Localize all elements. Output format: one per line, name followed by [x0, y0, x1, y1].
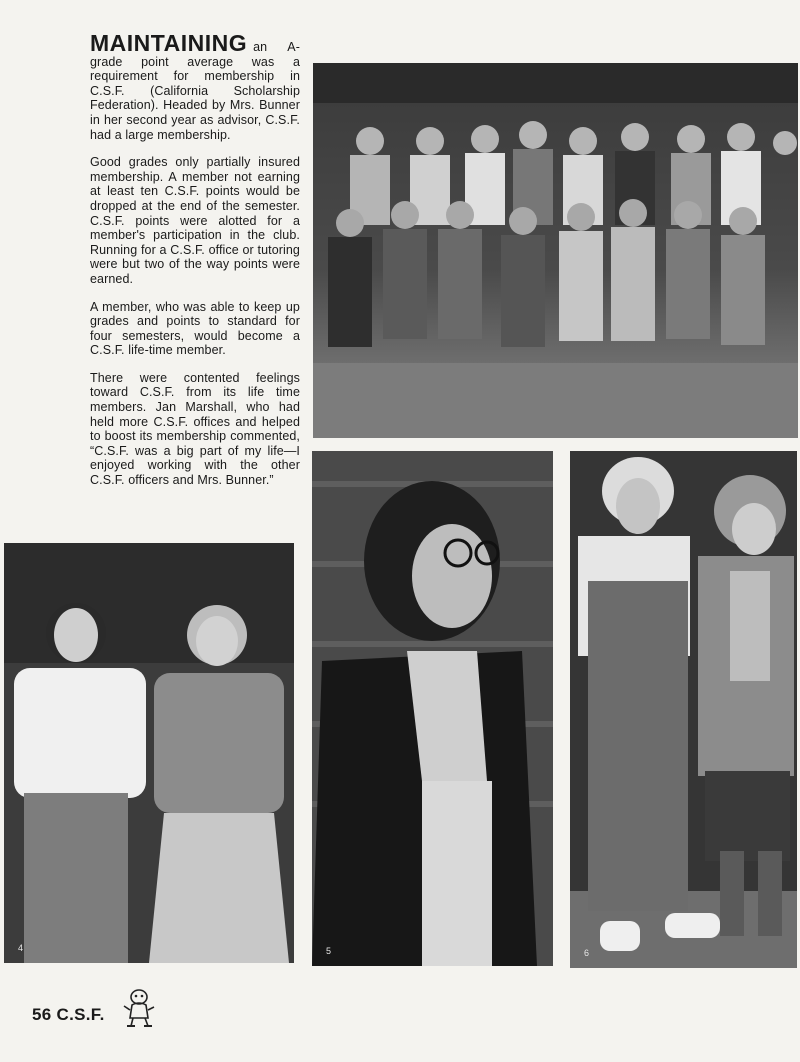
- two-students-photo-image: [4, 543, 294, 963]
- mascot-icon: [122, 988, 156, 1028]
- advisor-photo: [312, 451, 553, 966]
- photo-number-6: 6: [584, 948, 590, 958]
- two-students-photo: [4, 543, 294, 963]
- page-folio: 56 C.S.F.: [32, 1005, 105, 1024]
- two-members-photo: [570, 451, 797, 968]
- article-paragraph-4: There were contented feelings toward C.S.F. from its life time members. Jan Marshall, who had held more C.S.F. offices and helped to boost its membership commented, “C.S.F. was a big part of my life—I enjoyed working with the other C.S.F. officers and Mrs. Bunner.”: [90, 370, 300, 488]
- group-photo: [313, 63, 798, 438]
- article-text: [90, 30, 300, 501]
- article-paragraph-3: A member, who was able to keep up grades and points to standard for four semesters, would become a C.S.F. life-time member.: [90, 299, 300, 358]
- photo-number-4: 4: [18, 943, 24, 953]
- photo-number-5: 5: [326, 946, 332, 956]
- two-members-photo-image: [570, 451, 797, 968]
- group-photo-image: [313, 63, 798, 438]
- article-paragraph-1: [90, 30, 300, 142]
- headline: MAINTAINING: [90, 30, 248, 56]
- article-paragraph-2: Good grades only partially insured membership. A member not earning at least ten C.S.F. points would be dropped at the end of the semester. C.S.F. points were alotted for a member's participation in the club. Running for a C.S.F. office or tutoring were but two of the way points were earned.: [90, 155, 300, 286]
- advisor-photo-image: [312, 451, 553, 966]
- paragraph-1-text: an A-grade point average was a requirement for membership in C.S.F. (California Scholarship Federation). Headed by Mrs. Bunner in her second year as advisor, C.S.F. had a large membership.: [90, 40, 300, 142]
